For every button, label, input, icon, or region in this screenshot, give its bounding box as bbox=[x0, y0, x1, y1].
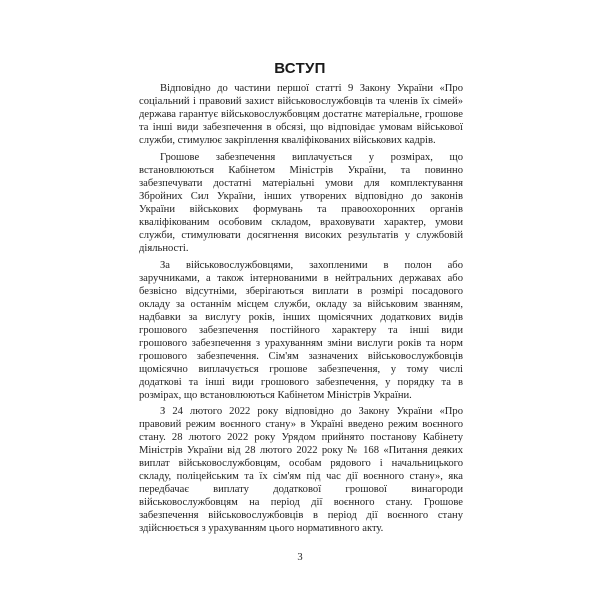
text-line: військовослужбовцям на період дії воєнного стану. Грошове bbox=[139, 497, 463, 508]
text-line: передбачає виплату додаткової грошової винагороди bbox=[139, 484, 463, 495]
text-line: України військових формувань та правоохоронних органів bbox=[139, 204, 463, 215]
text-line: заручниками, а також інтернованими в нейтральних державах або bbox=[139, 273, 463, 284]
text-line: здійснюється з урахуванням цього нормативного акту. bbox=[139, 523, 384, 534]
text-line: безвісно відсутніми, зберігаються виплати в розмірі посадового bbox=[139, 286, 463, 297]
text-line: розмірах, що встановлюються Кабінетом Міністрів України. bbox=[139, 390, 412, 401]
text-line: Грошове забезпечення виплачується у розмірах, що bbox=[160, 152, 463, 163]
text-line: додаткові та інші види грошового забезпечення, у порядку та в bbox=[139, 377, 463, 388]
text-line: надбавки за вислугу років, інших щомісячних додаткових видів bbox=[139, 312, 463, 323]
text-line: З 24 лютого 2022 року відповідно до Закону України «Про bbox=[160, 406, 463, 417]
text-line: служби, стимулює закріплення кваліфікованих військових кадрів. bbox=[139, 135, 436, 146]
text-line: служби, стимулювати досягнення високих результатів у службовій bbox=[139, 230, 463, 241]
text-line: стану. 28 лютого 2022 року Урядом прийнято постанову Кабінету bbox=[139, 432, 463, 443]
text-line: Відповідно до частини першої статті 9 Закону України «Про bbox=[160, 83, 463, 94]
text-line: правовий режим воєнного стану» в Україні введено режим воєнного bbox=[139, 419, 463, 430]
text-line: окладу за останнім місцем служби, окладу за військовим званням, bbox=[139, 299, 463, 310]
text-line: та інші види забезпечення в обсязі, що відповідає умовам військової bbox=[139, 122, 463, 133]
text-line: Міністрів України від 28 лютого 2022 року № 168 «Питання деяких bbox=[139, 445, 463, 456]
text-line: складу, поліцейським та їх сім'ям під час дії воєнного стану», яка bbox=[139, 471, 463, 482]
text-line: Збройних Сил України, інших утворених відповідно до законів bbox=[139, 191, 463, 202]
text-line: забезпечувати достатні матеріальні умови для комплектування bbox=[139, 178, 463, 189]
page-number: 3 bbox=[297, 552, 303, 563]
text-line: грошового забезпечення постійного характеру та інші види bbox=[139, 325, 463, 336]
page-title: ВСТУП bbox=[274, 60, 326, 77]
text-line: держава гарантує військовослужбовцям достатнє матеріальне, грошове bbox=[139, 109, 463, 120]
text-line: За військовослужбовцями, захопленими в полон або bbox=[160, 260, 463, 271]
text-line: грошового забезпечення з урахуванням зміни вислуги років та норм bbox=[139, 338, 463, 349]
text-line: виплат військовослужбовцям, особам рядового і начальницького bbox=[139, 458, 463, 469]
text-line: забезпечення військовослужбовців в період дії воєнного стану bbox=[139, 510, 463, 521]
text-line: щомісячно виплачується грошове забезпечення, у тому числі bbox=[139, 364, 463, 375]
text-line: кваліфікованим особовим складом, враховувати характер, умови bbox=[139, 217, 463, 228]
text-line: встановлюються Кабінетом Міністрів України, та повинно bbox=[139, 165, 463, 176]
text-line: грошового забезпечення. Сім'ям зазначених військовослужбовців bbox=[139, 351, 463, 362]
text-line: діяльності. bbox=[139, 243, 189, 254]
text-line: соціальний і правовий захист військовослужбовців та членів їх сімей» bbox=[139, 96, 463, 107]
